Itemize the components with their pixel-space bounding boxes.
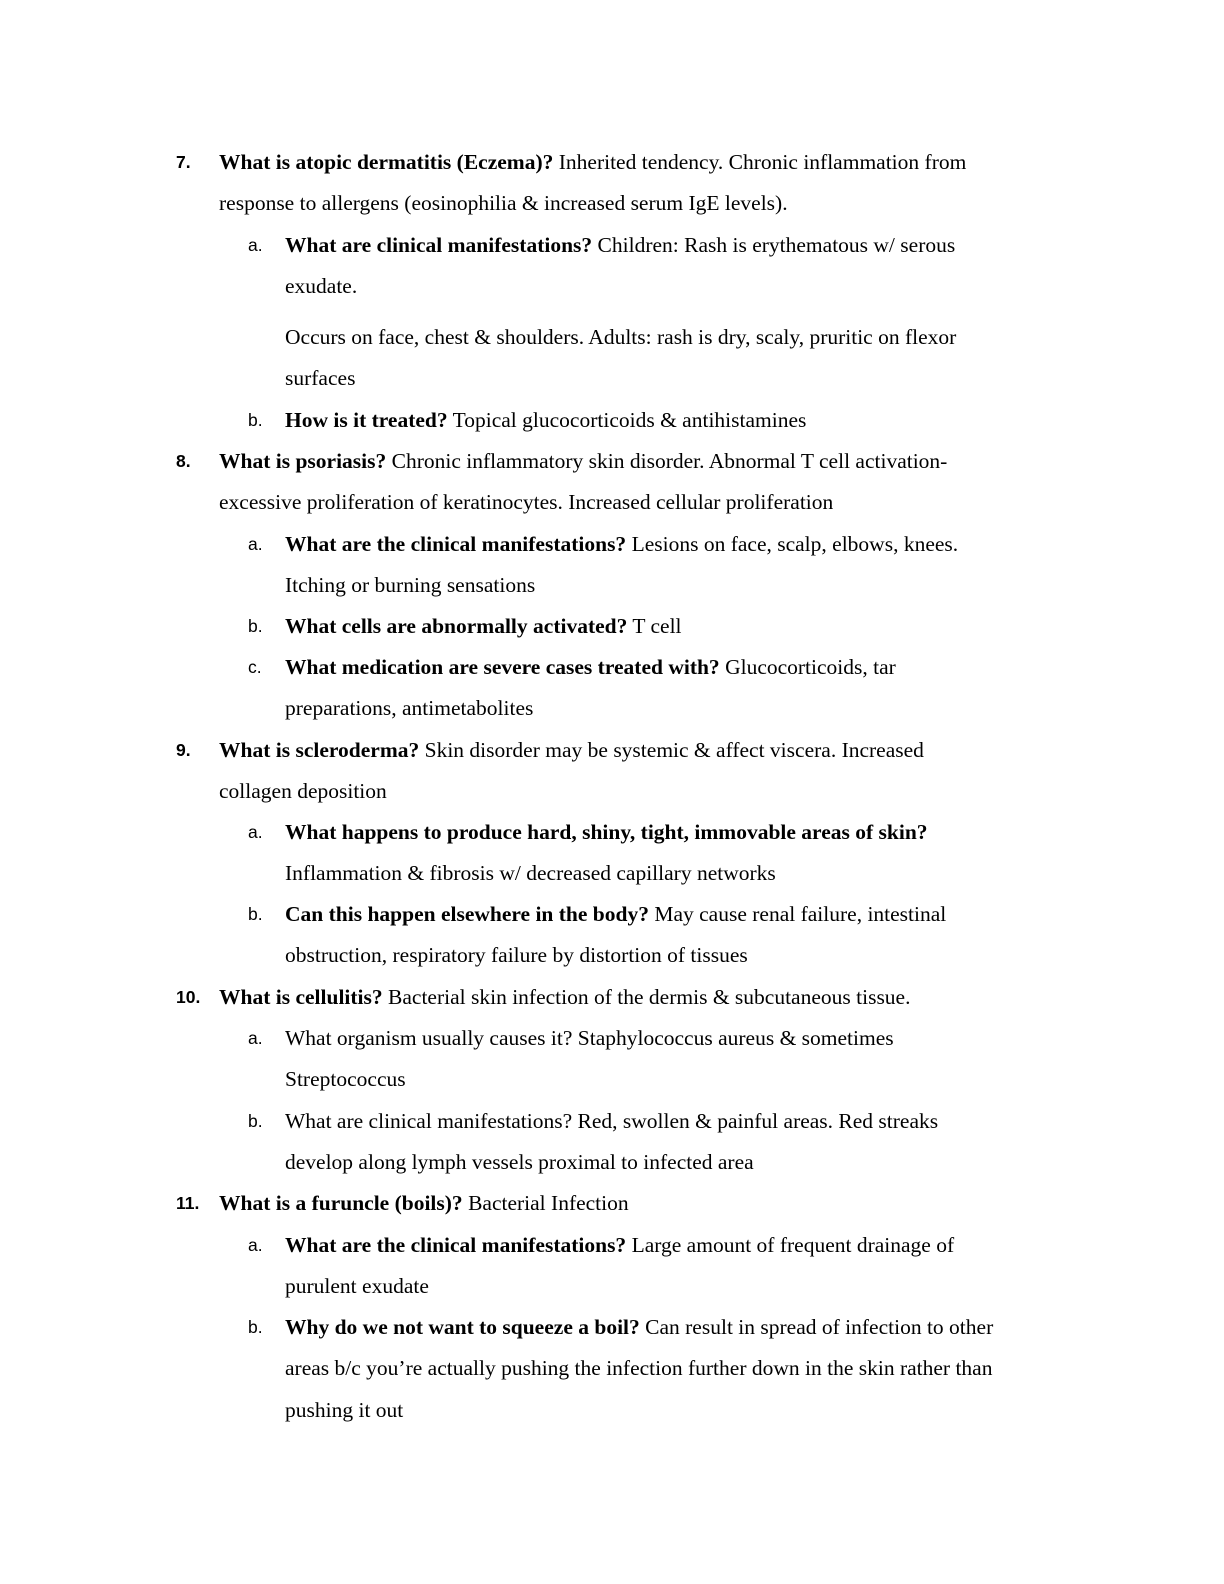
- sub-question-text: What are the clinical manifestations?: [285, 532, 627, 556]
- sub-question-text: Why do we not want to squeeze a boil?: [285, 1315, 640, 1339]
- item-number: 7.: [176, 152, 191, 172]
- sub-answer-continuation: Itching or burning sensations: [285, 573, 536, 597]
- sub-answer-text: What organism usually causes it? Staphylococcus aureus & sometimes: [285, 1026, 894, 1050]
- sub-question-line: [285, 1025, 894, 1051]
- sub-letter: b.: [248, 1111, 263, 1131]
- sub-answer-text: Glucocorticoids, tar: [719, 655, 896, 679]
- question-text: What is atopic dermatitis (Eczema)?: [219, 150, 554, 174]
- sub-question-line: [285, 613, 682, 639]
- sub-answer-continuation: develop along lymph vessels proximal to infected area: [285, 1150, 754, 1174]
- sub-letter: b.: [248, 616, 263, 636]
- sub-question-line: [285, 654, 896, 680]
- sub-letter: c.: [248, 657, 262, 677]
- answer-text: Bacterial skin infection of the dermis & subcutaneous tissue.: [382, 985, 911, 1009]
- sub-answer-text: Can result in spread of infection to other: [639, 1315, 994, 1339]
- sub-answer-continuation: obstruction, respiratory failure by distortion of tissues: [285, 943, 748, 967]
- sub-question-line: [285, 901, 946, 927]
- sub-letter: b.: [248, 410, 263, 430]
- question-text: What is cellulitis?: [219, 985, 383, 1009]
- sub-answer-text: What are clinical manifestations? Red, swollen & painful areas. Red streaks: [285, 1109, 939, 1133]
- sub-question-text: What happens to produce hard, shiny, tight, immovable areas of skin?: [285, 820, 928, 844]
- question-line: [219, 448, 947, 474]
- sub-answer-paragraph: Occurs on face, chest & shoulders. Adults: rash is dry, scaly, pruritic on flexor: [285, 325, 957, 349]
- sub-letter: a.: [248, 534, 263, 554]
- sub-question-line: [285, 1314, 993, 1340]
- answer-continuation: collagen deposition: [219, 779, 387, 803]
- question-text: What is psoriasis?: [219, 449, 387, 473]
- sub-question-text: What are clinical manifestations?: [285, 233, 593, 257]
- sub-answer-text: T cell: [627, 614, 682, 638]
- sub-letter: a.: [248, 1028, 263, 1048]
- question-line: [219, 984, 910, 1010]
- sub-letter: a.: [248, 235, 263, 255]
- sub-answer-text: Children: Rash is erythematous w/ serous: [592, 233, 956, 257]
- sub-question-line: [285, 819, 928, 845]
- answer-text: Skin disorder may be systemic & affect viscera. Increased: [419, 738, 924, 762]
- answer-text: Chronic inflammatory skin disorder. Abnormal T cell activation-: [386, 449, 948, 473]
- item-number: 10.: [176, 987, 201, 1007]
- sub-question-text: What are the clinical manifestations?: [285, 1233, 627, 1257]
- sub-question-line: [285, 1108, 938, 1134]
- sub-answer-continuation: areas b/c you’re actually pushing the infection further down in the skin rather than: [285, 1356, 993, 1380]
- question-line: [219, 1190, 629, 1216]
- sub-question-text: Can this happen elsewhere in the body?: [285, 902, 649, 926]
- item-number: 9.: [176, 740, 191, 760]
- sub-question-line: [285, 232, 955, 258]
- sub-answer-continuation: Streptococcus: [285, 1067, 406, 1091]
- item-number: 11.: [176, 1193, 200, 1213]
- sub-letter: a.: [248, 822, 263, 842]
- sub-question-line: [285, 1232, 954, 1258]
- question-text: What is a furuncle (boils)?: [219, 1191, 463, 1215]
- question-line: [219, 149, 966, 175]
- sub-answer-paragraph: surfaces: [285, 366, 356, 390]
- sub-answer-continuation: pushing it out: [285, 1398, 404, 1422]
- sub-answer-text: May cause renal failure, intestinal: [648, 902, 947, 926]
- sub-answer-continuation: exudate.: [285, 274, 358, 298]
- sub-question-text: What medication are severe cases treated with?: [285, 655, 720, 679]
- item-number: 8.: [176, 451, 191, 471]
- question-text: What is scleroderma?: [219, 738, 420, 762]
- question-line: [219, 737, 924, 763]
- sub-answer-continuation: preparations, antimetabolites: [285, 696, 534, 720]
- answer-continuation: response to allergens (eosinophilia & increased serum IgE levels).: [219, 191, 788, 215]
- answer-text: Inherited tendency. Chronic inflammation from: [553, 150, 967, 174]
- sub-answer-text: Large amount of frequent drainage of: [626, 1233, 955, 1257]
- sub-answer-text: Topical glucocorticoids & antihistamines: [447, 408, 807, 432]
- sub-letter: a.: [248, 1235, 263, 1255]
- sub-answer-continuation: Inflammation & fibrosis w/ decreased capillary networks: [285, 861, 776, 885]
- sub-letter: b.: [248, 904, 263, 924]
- sub-answer-text: Lesions on face, scalp, elbows, knees.: [626, 532, 959, 556]
- answer-continuation: excessive proliferation of keratinocytes. Increased cellular proliferation: [219, 490, 834, 514]
- sub-letter: b.: [248, 1317, 263, 1337]
- sub-question-text: What cells are abnormally activated?: [285, 614, 628, 638]
- answer-text: Bacterial Infection: [462, 1191, 629, 1215]
- sub-question-line: [285, 407, 806, 433]
- sub-answer-continuation: purulent exudate: [285, 1274, 429, 1298]
- sub-question-line: [285, 531, 958, 557]
- sub-question-text: How is it treated?: [285, 408, 448, 432]
